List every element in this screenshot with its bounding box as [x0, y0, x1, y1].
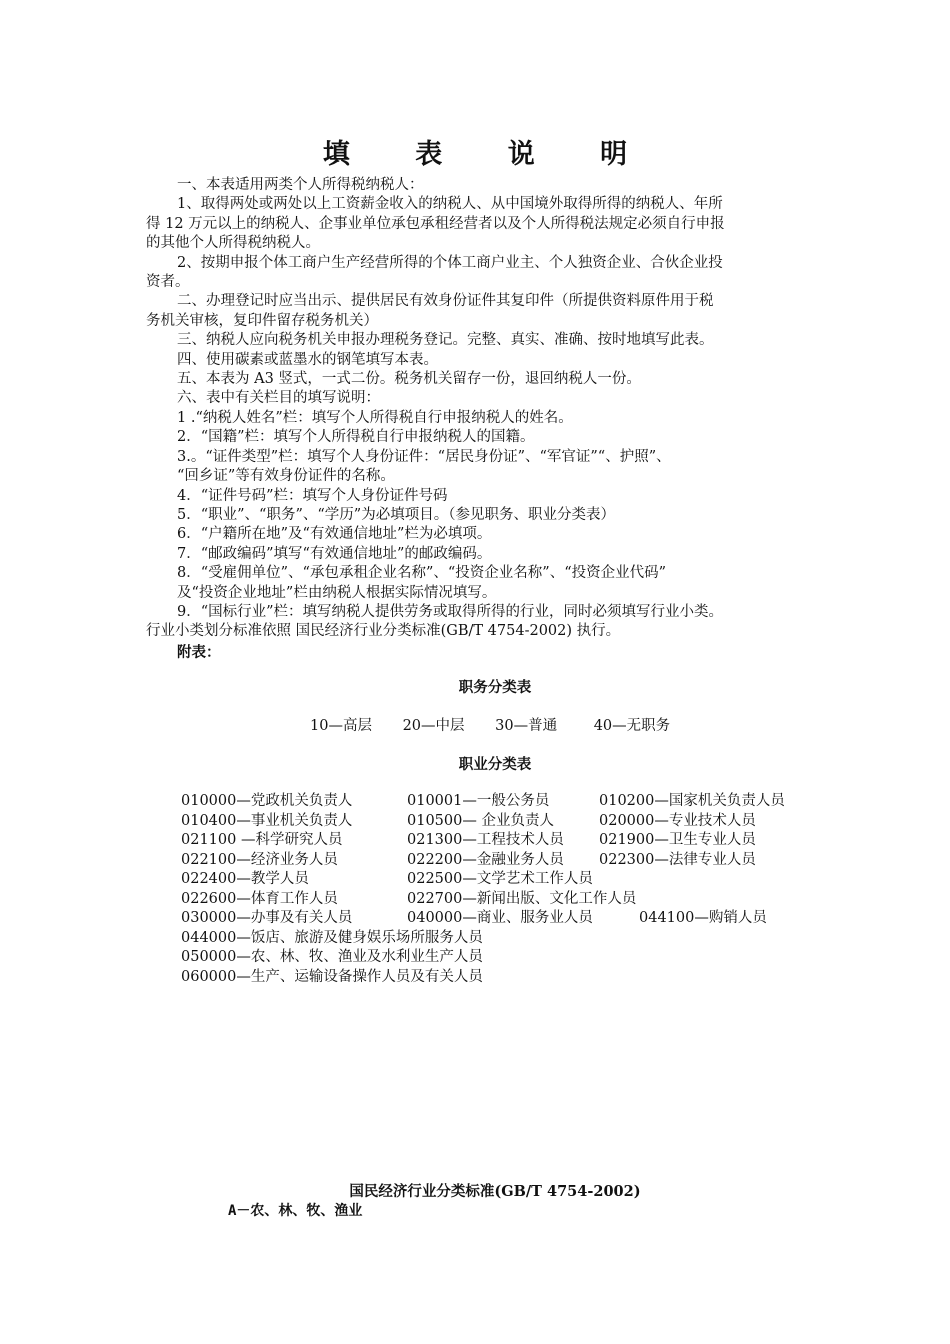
- occupation-item: 030000—办事及有关人员: [181, 910, 353, 926]
- duty-item: 20—中层: [402, 718, 465, 734]
- standard-section: A－农、林、牧、渔业: [228, 1203, 363, 1219]
- occupation-row: [181, 909, 841, 929]
- occupation-row: [181, 948, 841, 968]
- duty-table: [310, 714, 696, 735]
- occupation-table-title: 职业分类表: [458, 756, 532, 773]
- instruction-line: 得 12 万元以上的纳税人、企事业单位承包承租经营者以及个人所得税法规定必须自行申报: [146, 215, 725, 232]
- instruction-line: 7．“邮政编码”填写“有效通信地址”的邮政编码。: [177, 545, 492, 562]
- instruction-line: 9．“国标行业”栏：填写纳税人提供劳务或取得所得的行业，同时必须填写行业小类。: [177, 603, 724, 620]
- occupation-item: 022300—法律专业人员: [599, 851, 756, 868]
- occupation-item: 022200—金融业务人员: [407, 851, 564, 868]
- duty-item: 10—高层: [310, 718, 372, 734]
- occupation-row: [181, 929, 841, 949]
- instruction-line: 4．“证件号码”栏：填写个人身份证件号码: [177, 487, 448, 504]
- instruction-line: 5．“职业”、“职务”、“学历”为必填项目。（参见职务、职业分类表）: [177, 506, 615, 523]
- instruction-line: 资者。: [146, 274, 190, 291]
- occupation-item: 021100 —科学研究人员: [181, 832, 343, 848]
- instruction-line: 六、表中有关栏目的填写说明：: [177, 390, 380, 407]
- standard-title: 国民经济行业分类标准(GB/T 4754-2002): [349, 1183, 641, 1200]
- occupation-item: 021300—工程技术人员: [407, 832, 564, 848]
- duty-item: 40—无职务: [593, 718, 671, 734]
- occupation-item: 010400—事业机关负责人: [181, 812, 353, 829]
- instruction-line: 务机关审核，复印件留存税务机关）: [146, 312, 378, 329]
- appendix-label: 附表：: [177, 643, 221, 661]
- occupation-item: 022500—文学艺术工作人员: [407, 871, 593, 887]
- occupation-item: 010001—一般公务员: [407, 793, 550, 809]
- occupation-item: 060000—生产、运输设备操作人员及有关人员: [181, 968, 483, 985]
- instruction-line: 的其他个人所得税纳税人。: [146, 235, 320, 252]
- occupation-row: [181, 792, 841, 812]
- instruction-line: 一、本表适用两类个人所得税纳税人：: [177, 177, 424, 193]
- instruction-line: 8．“受雇佣单位”、“承包承租企业名称”、“投资企业名称”、“投资企业代码”: [177, 565, 667, 582]
- occupation-item: 044000—饭店、旅游及健身娱乐场所服务人员: [181, 929, 483, 946]
- occupation-item: 022700—新闻出版、文化工作人员: [407, 890, 637, 907]
- instruction-line: 2、按期申报个体工商户生产经营所得的个体工商户业主、个人独资企业、合伙企业投: [177, 254, 723, 271]
- occupation-item: 050000—农、林、牧、渔业及水利业生产人员: [181, 949, 483, 965]
- occupation-item: 022600—体育工作人员: [181, 890, 338, 907]
- instruction-line: 行业小类划分标准依照 国民经济行业分类标准(GB/T 4754-2002) 执行。: [146, 623, 621, 640]
- occupation-item: 020000—专业技术人员: [599, 812, 756, 829]
- occupation-row: [181, 890, 841, 910]
- occupation-item: 040000—商业、服务业人员: [407, 910, 593, 926]
- instruction-line: 四、使用碳素或蓝墨水的钢笔填写本表。: [177, 351, 438, 368]
- instruction-line: 1、取得两处或两处以上工资薪金收入的纳税人、从中国境外取得所得的纳税人、年所: [177, 196, 723, 213]
- instruction-line: 三、纳税人应向税务机关申报办理税务登记。完整、真实、准确、按时地填写此表。: [177, 332, 714, 349]
- instruction-paragraphs: [146, 176, 826, 642]
- occupation-item: 022400—教学人员: [181, 871, 309, 887]
- occupation-item: 010500— 企业负责人: [407, 812, 554, 829]
- occupation-item: 044100—购销人员: [639, 910, 767, 926]
- instruction-line: 二、办理登记时应当出示、提供居民有效身份证件其复印件（所提供资料原件用于税: [177, 293, 714, 310]
- instruction-line: “回乡证”等有效身份证件的名称。: [177, 468, 395, 485]
- occupation-row: [181, 968, 841, 988]
- occupation-row: [181, 851, 841, 871]
- occupation-table: [181, 792, 841, 987]
- occupation-item: 021900—卫生专业人员: [599, 832, 756, 848]
- occupation-item: 010000—党政机关负责人: [181, 793, 353, 809]
- occupation-row: [181, 812, 841, 832]
- occupation-row: [181, 870, 841, 890]
- instruction-line: 3.。“证件类型”栏：填写个人身份证件：“居民身份证”、“军官证”“、护照”、: [177, 448, 671, 465]
- instruction-line: 6．“户籍所在地”及“有效通信地址”栏为必填项。: [177, 526, 492, 543]
- occupation-item: 010200—国家机关负责人员: [599, 793, 785, 809]
- occupation-row: [181, 831, 841, 851]
- instruction-line: 及“投资企业地址”栏由纳税人根据实际情况填写。: [177, 584, 497, 601]
- occupation-item: 022100—经济业务人员: [181, 851, 338, 868]
- duty-item: 30—普通: [495, 718, 558, 734]
- instruction-line: 五、本表为 A3 竖式，一式二份。税务机关留存一份，退回纳税人一份。: [177, 371, 641, 388]
- instructions-body: [146, 176, 826, 663]
- duty-table-title: 职务分类表: [458, 679, 532, 696]
- page-title: 填 表 说 明: [322, 139, 656, 170]
- instruction-line: 2．“国籍”栏：填写个人所得税自行申报纳税人的国籍。: [177, 429, 535, 446]
- instruction-line: 1 .“纳税人姓名”栏：填写个人所得税自行申报纳税人的姓名。: [177, 409, 573, 426]
